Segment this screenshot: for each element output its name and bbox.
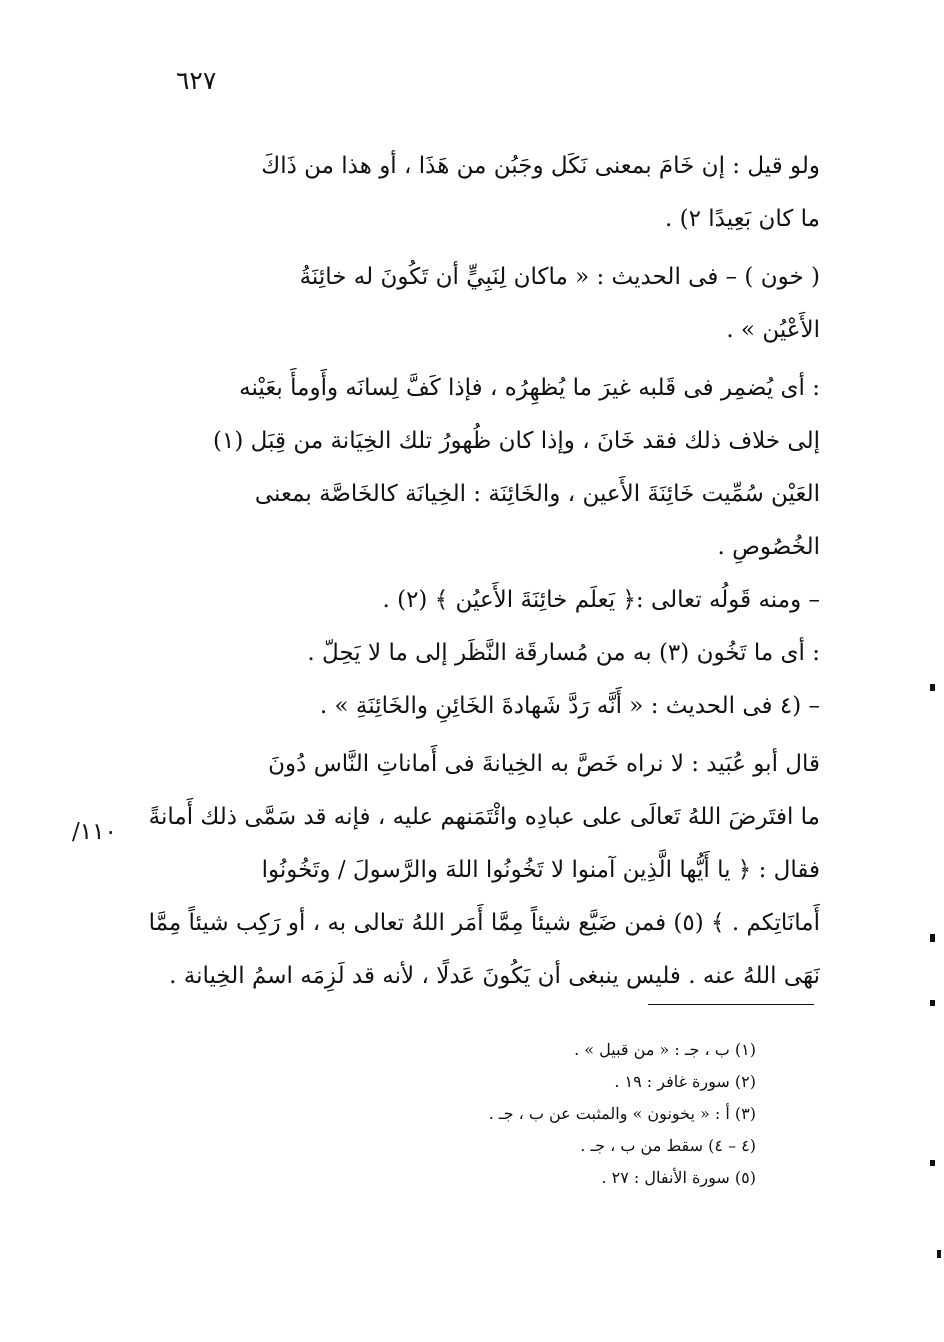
footnote: (١) ب ، جـ : « من قبيل » . [574,1040,756,1059]
marginal-folio-note: ١١٠/ [72,819,117,845]
text-line: : أى ما تَخُون (٣) به من مُسارقَة النَّظَر إلى ما لا يَحِلّ . [307,640,820,666]
text-line: أَمانَاتِكم . ﴾ (٥) فمن ضَيَّع شيئاً مِمَّا أَمَر اللهُ تعالى به ، أو رَكِب شيئاً مِمَّا [148,910,820,936]
text-line: ما افتَرضَ اللهُ تَعالَى على عبادِه وائْتَمَنهم عليه ، فإنه قد سَمَّى ذلك أَمانةً [148,804,820,830]
scan-speck [930,684,935,691]
main-text [148,140,820,1003]
scan-speck [937,1250,941,1258]
page-number: ٦٢٧ [176,66,217,95]
text-line: قال أبو عُبَيد : لا نراه خَصَّ به الخِيانةَ فى أَماناتِ النَّاس دُونَ [268,751,820,777]
footnote: (٥) سورة الأنفال : ٢٧ . [601,1168,756,1187]
footnote: (٢) سورة غافر : ١٩ . [614,1072,756,1091]
text-line: ما كان بَعِيدًا ٢) . [665,206,820,232]
footnote: (٣) أ : « يخونون » والمثبت عن ب ، جـ . [488,1104,756,1123]
text-line: العَيْن سُمِّيت خَائِنَةَ الأَعين ، والخَائِنَة : الخِيانَة كالخَاصَّة بمعنى [254,481,820,507]
footnote: (٤ – ٤) سقط من ب ، جـ . [580,1136,756,1155]
text-line: إلى خلاف ذلك فقد خَانَ ، وإذا كان ظُهورُ تلك الخِيَانة من قِبَل (١) [213,428,820,454]
text-line: فقال : ﴿ يا أَيُّها الَّذِين آمنوا لا تَخُونُوا اللهَ والرَّسولَ / وتَخُونُوا [261,857,820,883]
footnotes [336,1034,756,1194]
text-line: – (٤ فى الحديث : « أَنَّه رَدَّ شَهادةَ الخَائِنِ والخَائِنَةِ » . [319,693,820,719]
text-line: الخُصُوصِ . [717,534,820,560]
scan-speck [930,1160,935,1166]
text-line: ولو قيل : إن خَامَ بمعنى نَكَل وجَبُن من هَذَا ، أو هذا من ذَاكَ [261,153,820,179]
scan-speck [930,1000,935,1006]
text-line: – ومنه قَولُه تعالى :﴿ يَعلَم خائِنَةَ الأَعيُن ﴾ (٢) . [382,587,820,613]
scan-speck [930,934,935,942]
text-line: : أى يُضمِر فى قَلبه غيرَ ما يُظهِرُه ، فإذا كَفَّ لِسانَه وأَومأَ بعَيْنه [239,375,820,401]
text-line: نَهَى اللهُ عنه . فليس ينبغى أن يَكُونَ عَدلًا ، لأنه قد لَزِمَه اسمُ الخِيانة . [169,963,820,989]
text-line: الأَعْيُن » . [726,317,820,343]
footnote-divider [648,1004,814,1005]
entry-heading-line: ( خون ) – فى الحديث : « ماكان لِنَبِيٍّ أن تَكُونَ له خائِنَةُ [299,264,820,290]
